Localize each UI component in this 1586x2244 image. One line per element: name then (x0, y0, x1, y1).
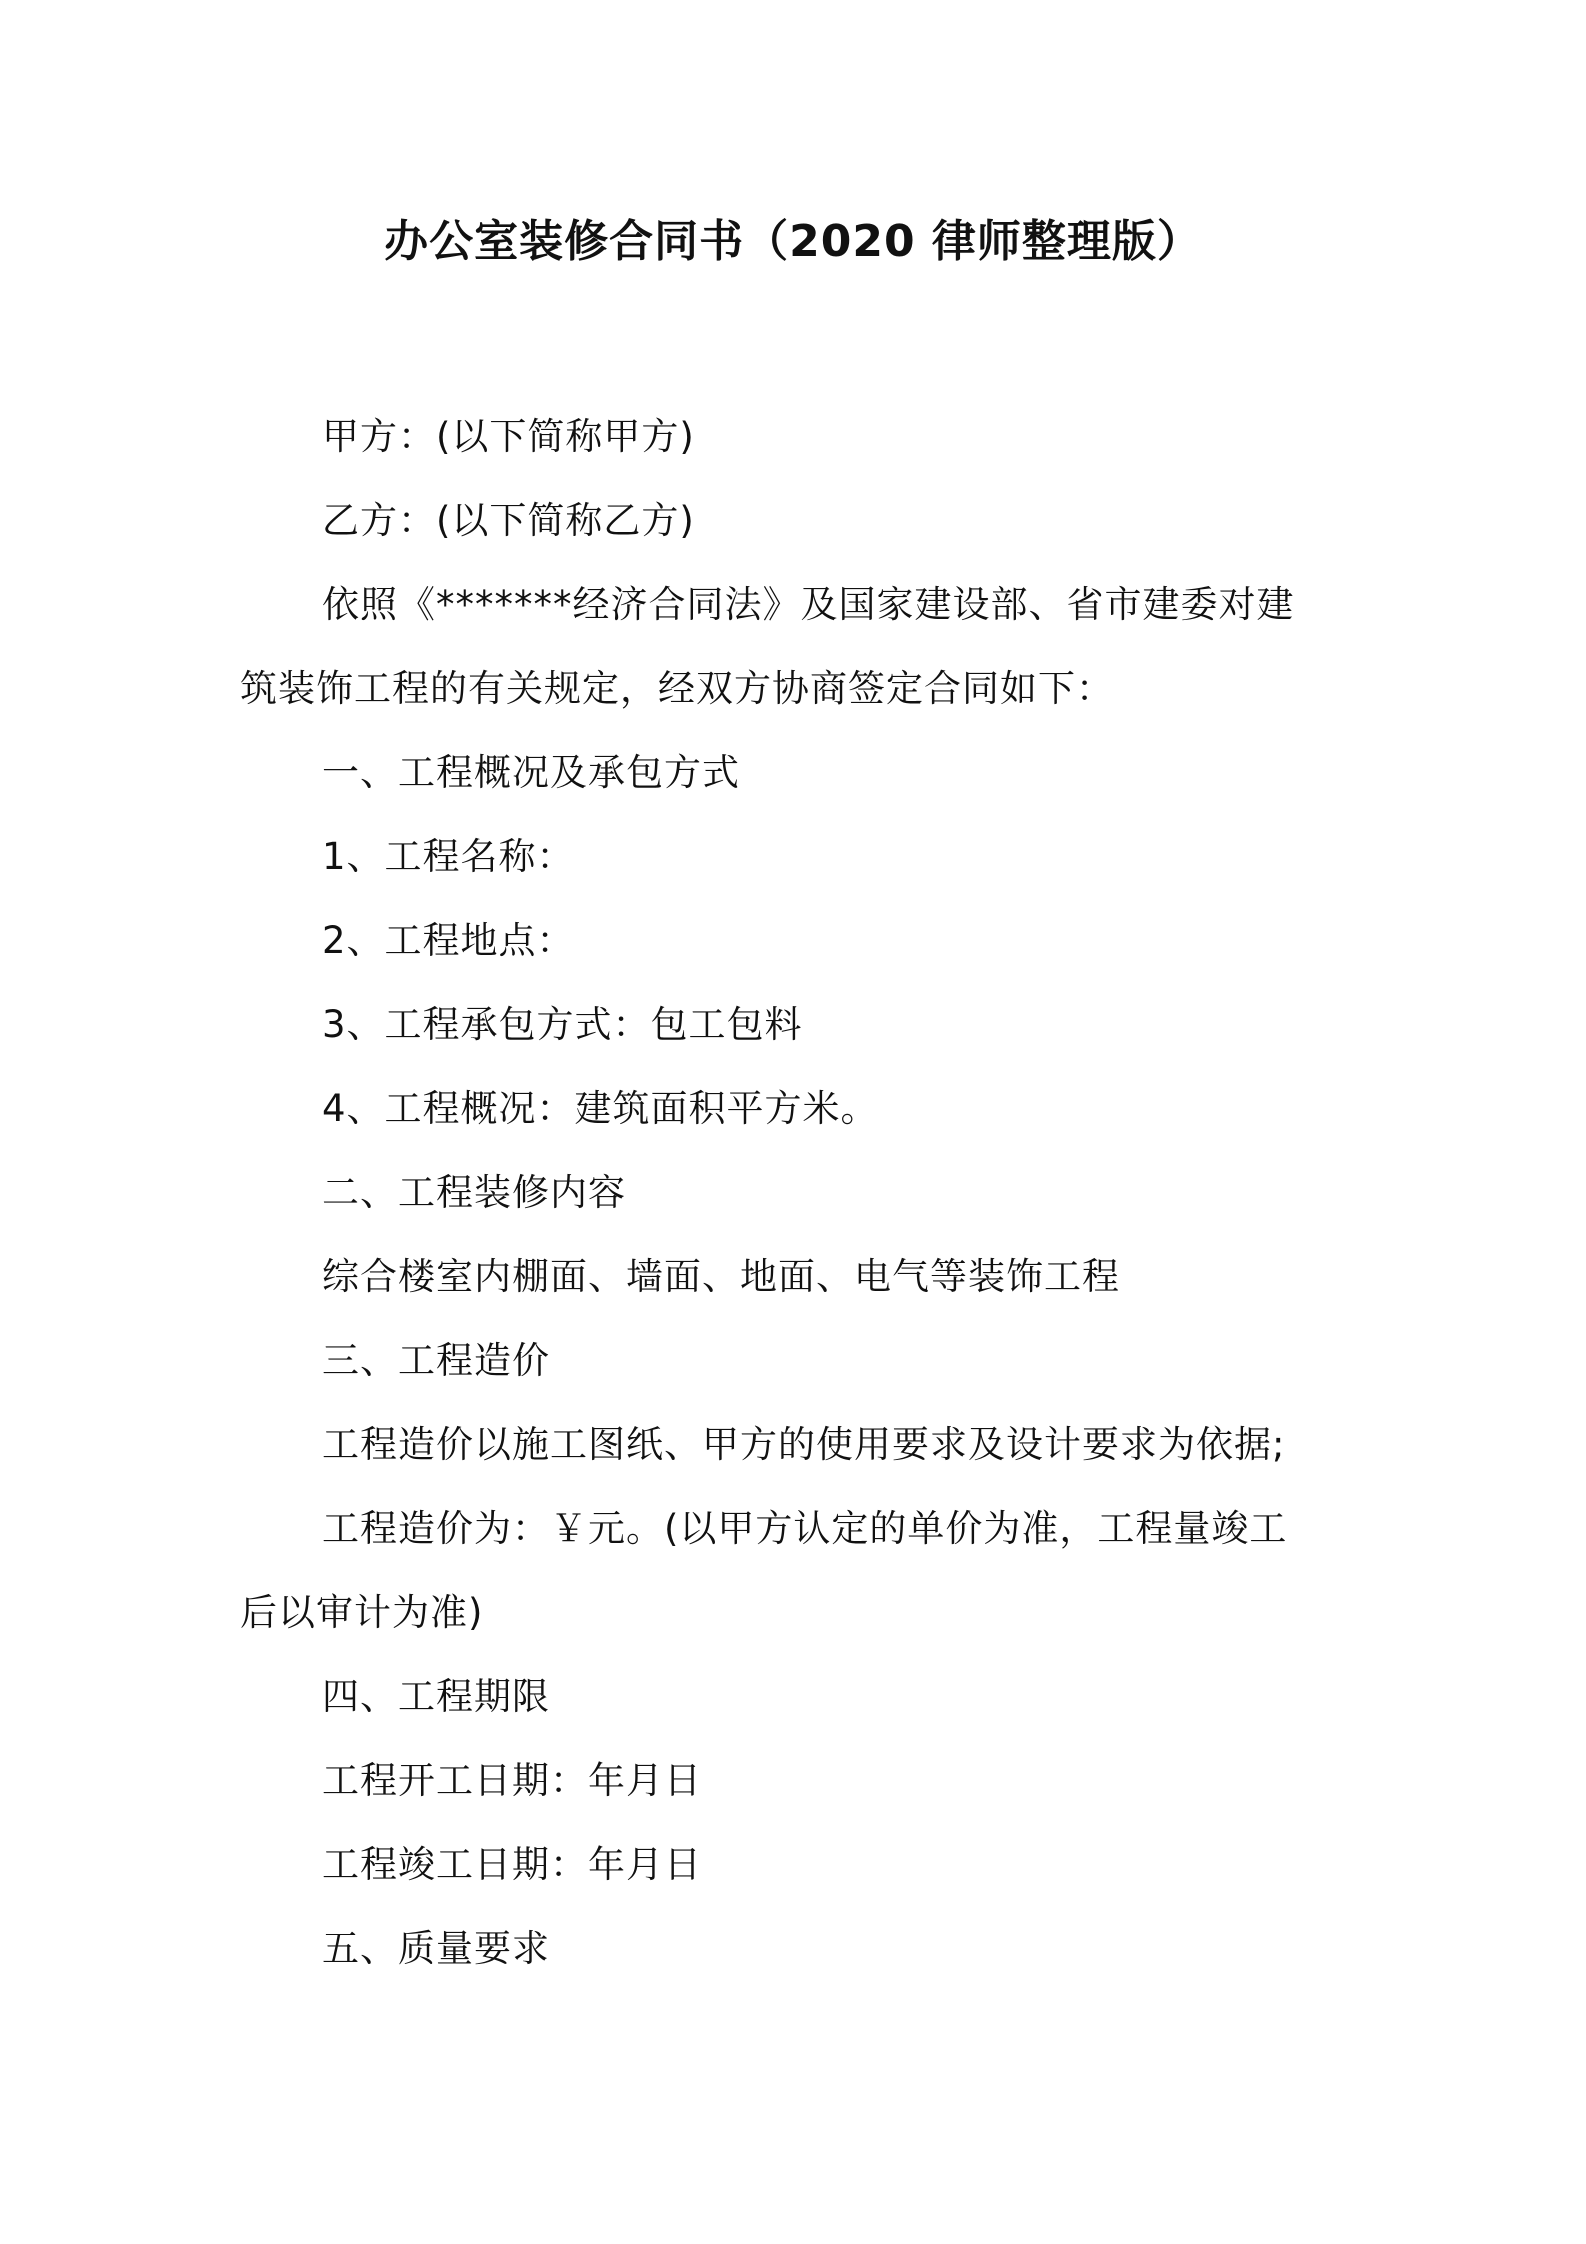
document-title: 办公室装修合同书（2020 律师整理版） (384, 216, 1202, 267)
cost-basis-line: 工程造价以施工图纸、甲方的使用要求及设计要求为依据; (322, 1423, 1286, 1466)
party-b-line: 乙方：(以下简称乙方) (322, 499, 695, 542)
section-1-heading: 一、工程概况及承包方式 (322, 751, 740, 794)
item-project-overview: 4、工程概况：建筑面积平方米。 (322, 1087, 879, 1130)
decoration-content: 综合楼室内棚面、墙面、地面、电气等装饰工程 (322, 1255, 1120, 1298)
preamble-line-1: 依照《*******经济合同法》及国家建设部、省市建委对建 (322, 583, 1295, 626)
section-2-heading: 二、工程装修内容 (322, 1171, 626, 1214)
item-project-location: 2、工程地点： (322, 919, 575, 962)
section-5-heading: 五、质量要求 (322, 1927, 550, 1970)
item-project-name: 1、工程名称： (322, 835, 575, 878)
item-contract-method: 3、工程承包方式：包工包料 (322, 1003, 803, 1046)
start-date-line: 工程开工日期：年月日 (322, 1759, 702, 1802)
cost-amount-line-2: 后以审计为准) (240, 1591, 484, 1634)
section-4-heading: 四、工程期限 (322, 1675, 550, 1718)
section-3-heading: 三、工程造价 (322, 1339, 550, 1382)
cost-amount-line-1: 工程造价为：￥元。(以甲方认定的单价为准，工程量竣工 (322, 1507, 1288, 1550)
preamble-line-2: 筑装饰工程的有关规定，经双方协商签定合同如下： (240, 667, 1114, 710)
party-a-line: 甲方：(以下简称甲方) (322, 415, 695, 458)
completion-date-line: 工程竣工日期：年月日 (322, 1843, 702, 1886)
